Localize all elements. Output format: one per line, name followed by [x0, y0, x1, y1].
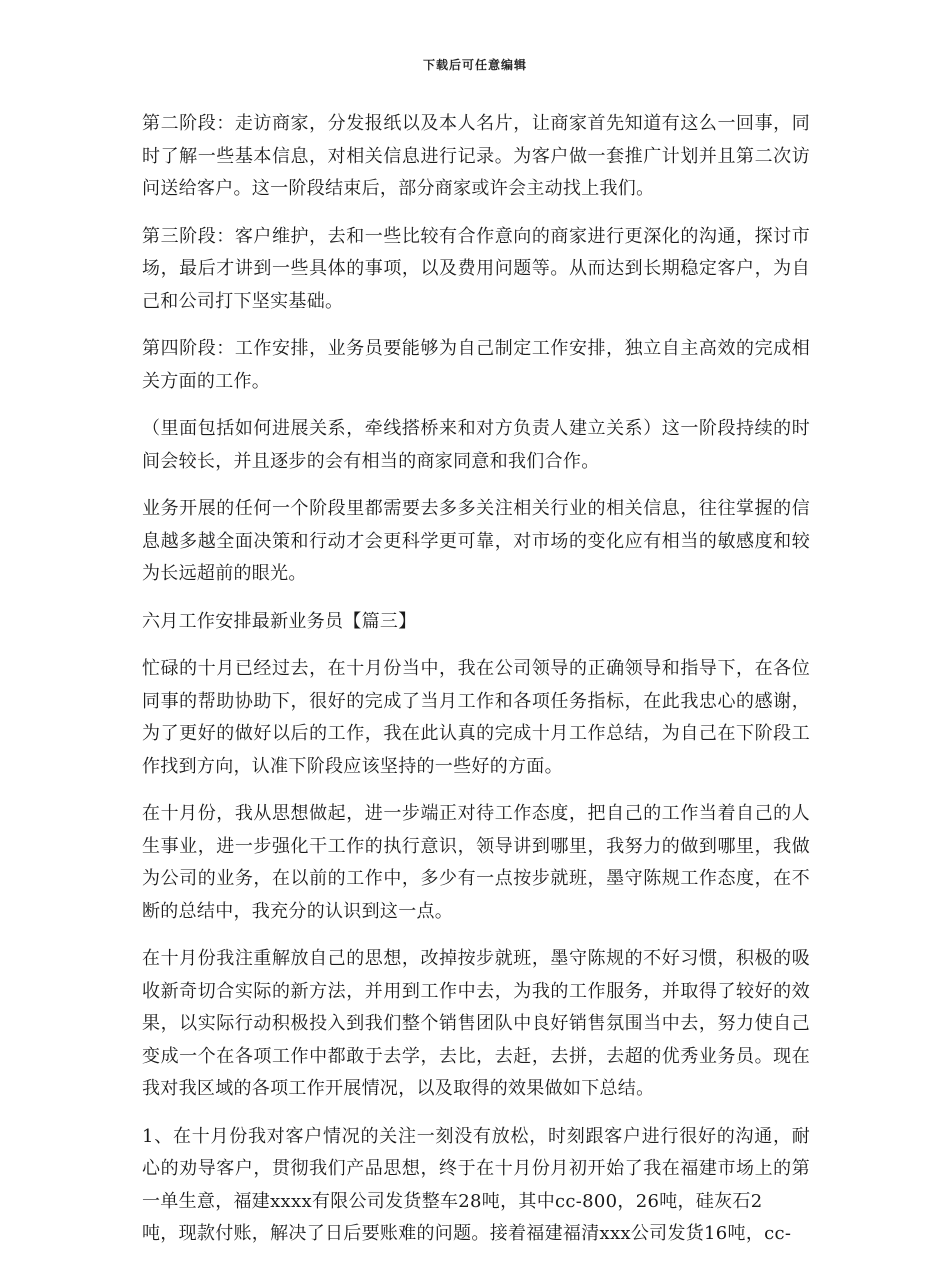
page-header: 下载后可任意编辑 — [422, 58, 527, 72]
paragraph-october-intro: 忙碌的十月已经过去，在十月份当中，我在公司领导的正确领导和指导下，在各位同事的帮助协助下，很好的完成了当月工作和各项任务指标，在此我忠心的感谢，为了更好的做好以后的工作，我在此认真的完成十月工作总结，为自己在下阶段工作找到方向，认准下阶段应该坚持的一些好的方面。 — [142, 658, 810, 777]
paragraph-october-attitude: 在十月份，我从思想做起，进一步端正对待工作态度，把自己的工作当着自己的人生事业，进一步强化干工作的执行意识，领导讲到哪里，我努力的做到哪里，我做为公司的业务，在以前的工作中，多少有一点按步就班，墨守陈规工作态度，在不断的总结中，我充分的认识到这一点。 — [142, 803, 810, 922]
paragraph-october-mindset: 在十月份我注重解放自己的思想，改掉按步就班，墨守陈规的不好习惯，积极的吸收新奇切合实际的新方法，并用到工作中去，为我的工作服务，并取得了较好的效果，以实际行动积极投入到我们整个销售团队中良好销售氛围当中去，努力使自己变成一个在各项工作中都敢于去学，去比，去赶，去拼，去超的优秀业务员。现在我对我区域的各项工作开展情况，以及取得的效果做如下总结。 — [142, 948, 810, 1099]
paragraph-item-one: 1、在十月份我对客户情况的关注一刻没有放松，时刻跟客户进行很好的沟通，耐心的劝导客户，贯彻我们产品思想，终于在十月份月初开始了我在福建市场上的第一单生意，福建xxxx有限公司发货整车28吨，其中cc-800，26吨，硅灰石2 吨，现款付账，解决了日后要账难的问题。接着福建福清xxx公司发货16吨，cc- — [142, 1125, 810, 1244]
document-body — [142, 108, 810, 1266]
paragraph-stage-two: 第二阶段：走访商家，分发报纸以及本人名片，让商家首先知道有这么一回事，同时了解一些基本信息，对相关信息进行记录。为客户做一套推广计划并且第二次访问送给客户。这一阶段结束后，部分商家或许会主动找上我们。 — [142, 113, 810, 199]
section-heading: 六月工作安排最新业务员【篇三】 — [142, 610, 417, 632]
paragraph-industry-info: 业务开展的任何一个阶段里都需要去多多关注相关行业的相关信息，往往掌握的信息越多越全面决策和行动才会更科学更可靠，对市场的变化应有相当的敏感度和较为长远超前的眼光。 — [142, 498, 810, 584]
paragraph-stage-four-note: （里面包括如何进展关系，牵线搭桥来和对方负责人建立关系）这一阶段持续的时间会较长，并且逐步的会有相当的商家同意和我们合作。 — [142, 418, 810, 472]
paragraph-stage-three: 第三阶段：客户维护，去和一些比较有合作意向的商家进行更深化的沟通，探讨市场，最后才讲到一些具体的事项，以及费用问题等。从而达到长期稳定客户，为自己和公司打下坚实基础。 — [142, 225, 810, 312]
paragraph-stage-four: 第四阶段：工作安排，业务员要能够为自己制定工作安排，独立自主高效的完成相关方面的工作。 — [142, 338, 810, 392]
